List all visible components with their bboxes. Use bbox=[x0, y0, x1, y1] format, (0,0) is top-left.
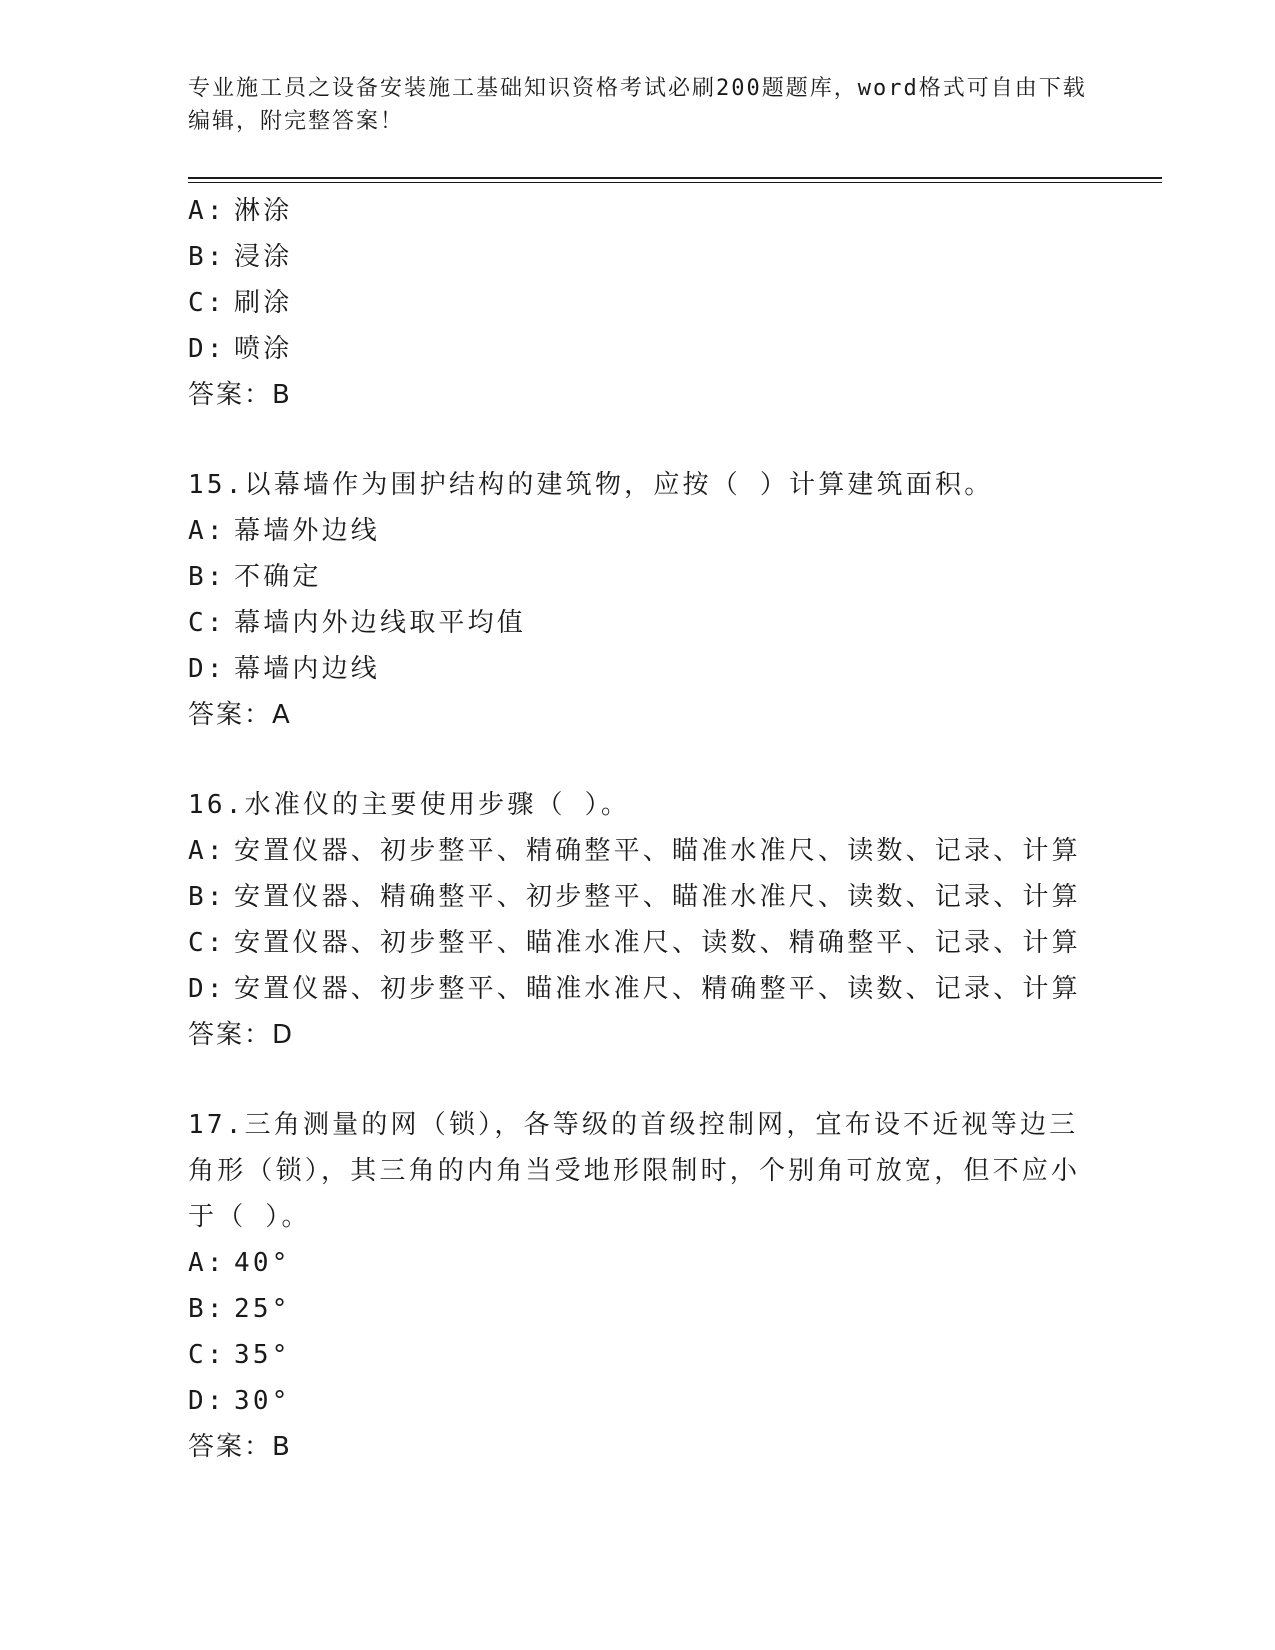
header-divider bbox=[188, 177, 1162, 183]
option-a bbox=[188, 828, 1088, 874]
option-prefix: A: bbox=[188, 1248, 226, 1278]
option-prefix: D: bbox=[188, 654, 226, 684]
option-text: 安置仪器、精确整平、初步整平、瞄准水准尺、读数、记录、计算 bbox=[234, 882, 1081, 912]
question-list bbox=[188, 188, 1088, 1470]
spacer bbox=[188, 738, 1088, 782]
option-a bbox=[188, 1240, 1088, 1286]
option-text: 幕墙外边线 bbox=[234, 516, 381, 546]
question-block bbox=[188, 782, 1088, 1058]
option-b bbox=[188, 874, 1088, 920]
option-prefix: A: bbox=[188, 836, 226, 866]
option-a bbox=[188, 508, 1088, 554]
option-prefix: C: bbox=[188, 928, 226, 958]
question-block bbox=[188, 462, 1088, 738]
answer-line: 答案：D bbox=[188, 1020, 295, 1050]
answer-line: 答案：B bbox=[188, 1432, 292, 1462]
question-block bbox=[188, 1102, 1088, 1470]
option-d bbox=[188, 646, 1088, 692]
option-b bbox=[188, 554, 1088, 600]
option-text: 35° bbox=[234, 1340, 291, 1370]
option-prefix: D: bbox=[188, 334, 226, 364]
option-text: 幕墙内外边线取平均值 bbox=[234, 608, 527, 638]
option-c bbox=[188, 600, 1088, 646]
option-prefix: B: bbox=[188, 1294, 226, 1324]
option-d bbox=[188, 1378, 1088, 1424]
option-text: 不确定 bbox=[234, 562, 322, 592]
option-prefix: B: bbox=[188, 562, 226, 592]
option-c bbox=[188, 1332, 1088, 1378]
question-text: 15.以幕墙作为围护结构的建筑物，应按（ ）计算建筑面积。 bbox=[188, 470, 994, 500]
option-c bbox=[188, 280, 1088, 326]
option-prefix: C: bbox=[188, 608, 226, 638]
option-prefix: C: bbox=[188, 1340, 226, 1370]
spacer bbox=[188, 1058, 1088, 1102]
option-c bbox=[188, 920, 1088, 966]
option-b bbox=[188, 1286, 1088, 1332]
option-prefix: A: bbox=[188, 196, 226, 226]
option-text: 幕墙内边线 bbox=[234, 654, 381, 684]
spacer bbox=[188, 418, 1088, 462]
option-text: 25° bbox=[234, 1294, 291, 1324]
option-text: 浸涂 bbox=[234, 242, 293, 272]
option-a bbox=[188, 188, 1088, 234]
question-block bbox=[188, 188, 1088, 418]
option-text: 30° bbox=[234, 1386, 291, 1416]
option-prefix: B: bbox=[188, 242, 226, 272]
option-text: 淋涂 bbox=[234, 196, 293, 226]
option-text: 40° bbox=[234, 1248, 291, 1278]
option-prefix: B: bbox=[188, 882, 226, 912]
option-text: 安置仪器、初步整平、精确整平、瞄准水准尺、读数、记录、计算 bbox=[234, 836, 1081, 866]
answer-line: 答案：B bbox=[188, 380, 292, 410]
answer-line: 答案：A bbox=[188, 700, 292, 730]
option-prefix: D: bbox=[188, 1386, 226, 1416]
option-prefix: A: bbox=[188, 516, 226, 546]
option-text: 刷涂 bbox=[234, 288, 293, 318]
option-d bbox=[188, 966, 1088, 1012]
page-header: 专业施工员之设备安装施工基础知识资格考试必刷200题题库，word格式可自由下载编辑，附完整答案！ bbox=[188, 76, 1087, 134]
option-d bbox=[188, 326, 1088, 372]
question-text: 17.三角测量的网（锁），各等级的首级控制网，宜布设不近视等边三角形（锁），其三角的内角当受地形限制时，个别角可放宽，但不应小于（ ）。 bbox=[188, 1110, 1081, 1232]
question-text: 16.水准仪的主要使用步骤（ ）。 bbox=[188, 790, 631, 820]
option-text: 喷涂 bbox=[234, 334, 293, 364]
option-prefix: D: bbox=[188, 974, 226, 1004]
option-b bbox=[188, 234, 1088, 280]
option-prefix: C: bbox=[188, 288, 226, 318]
option-text: 安置仪器、初步整平、瞄准水准尺、读数、精确整平、记录、计算 bbox=[234, 928, 1081, 958]
option-text: 安置仪器、初步整平、瞄准水准尺、精确整平、读数、记录、计算 bbox=[234, 974, 1081, 1004]
